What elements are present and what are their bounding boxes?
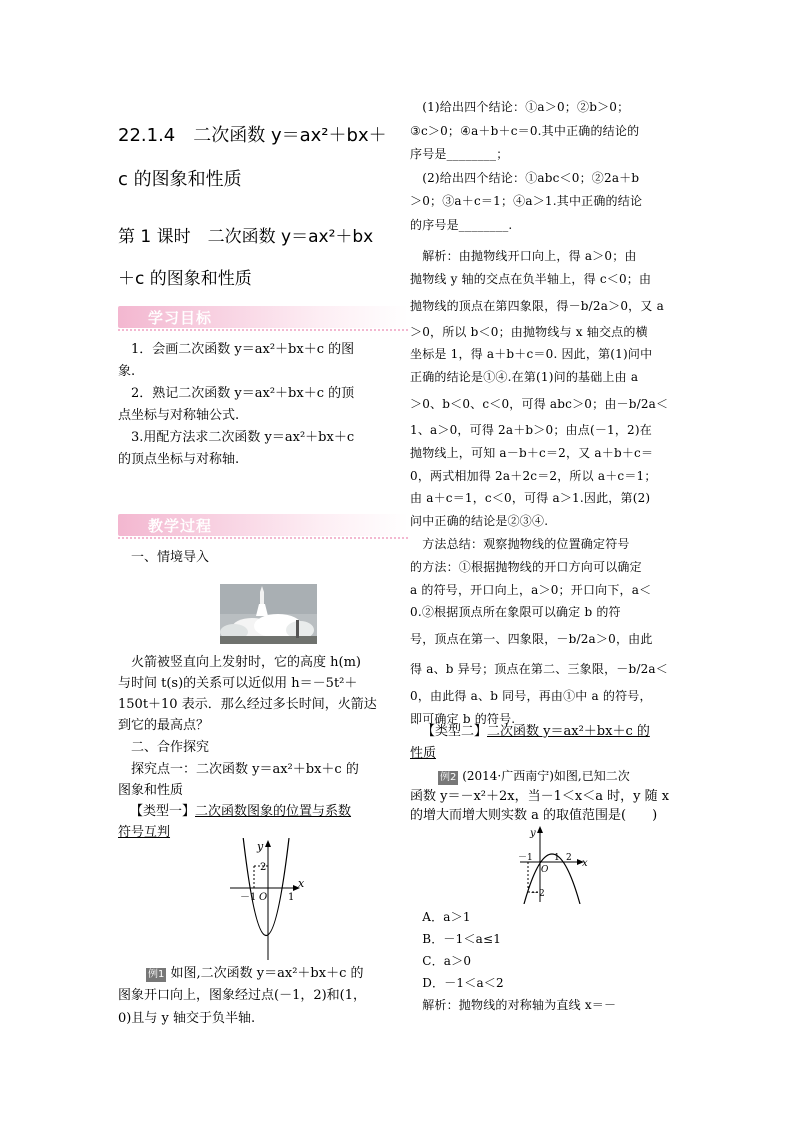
example1-line1	[118, 964, 363, 984]
origin-label: O	[541, 865, 549, 875]
y-label: y	[530, 828, 536, 839]
method-line: 即可确定 b 的符号.	[410, 712, 516, 727]
goal-line: 3.用配方法求二次函数 y＝ax²＋bx＋c	[118, 430, 355, 445]
lesson-title-line1: 第 1 课时 二次函数 y＝ax²＋bx	[118, 227, 374, 247]
question-line: (2)给出四个结论：①abc＜0；②2a＋b	[410, 170, 640, 185]
tick-two: 2	[260, 862, 267, 873]
type2-title: 二次函数 y＝ax²＋bx＋c 的	[487, 724, 650, 739]
solution-line: 问中正确的结论是②③④.	[410, 514, 549, 529]
method-line: a 的符号，开口向上，a＞0；开口向下，a＜	[410, 582, 652, 597]
type1-bracket: 【类型一】	[130, 804, 196, 819]
tick-neg1: －1	[240, 892, 257, 903]
question-line: 的序号是________.	[410, 217, 513, 232]
example2-line2: 函数 y＝－x²＋2x，当－1＜x＜a 时，y 随 x	[410, 789, 670, 804]
example1-line3: 0)且与 y 轴交于负半轴.	[118, 1011, 256, 1026]
option-c: C．a＞0	[410, 954, 472, 968]
example2-line1	[410, 766, 630, 787]
example1-line2: 图象开口向上，图象经过点(－1，2)和(1，	[118, 988, 367, 1003]
example1-badge: 例1	[148, 969, 165, 980]
tick-one: 1	[288, 892, 295, 903]
tick-neg2: －2	[530, 889, 545, 899]
type2-heading	[410, 722, 650, 742]
goal-line: 的顶点坐标与对称轴.	[118, 452, 240, 467]
rocket-problem	[118, 652, 377, 736]
lesson-title-line2: ＋c 的图象和性质	[118, 269, 252, 289]
solution-line: 解析：由抛物线开口向上，得 a＞0；由	[410, 249, 637, 263]
example1-text: 如图,二次函数 y＝ax²＋bx＋c 的	[166, 966, 364, 981]
section-title-line2: c 的图象和性质	[118, 169, 242, 190]
example2-parabola-graph	[516, 824, 598, 904]
type2-bracket: 【类型二】	[422, 724, 488, 739]
goal-line: 点坐标与对称轴公式.	[118, 408, 240, 423]
explore-point-line2: 图象和性质	[118, 783, 184, 798]
rocket-launch-photo	[220, 584, 317, 644]
goals-header-bar	[118, 306, 408, 328]
goals-list	[118, 340, 354, 470]
x-label: x	[582, 858, 588, 869]
method-line: 0，由此得 a、b 同号，再由①中 a 的符号，	[410, 689, 652, 704]
text-line: 到它的最高点？	[118, 718, 210, 733]
option-b: B．－1＜a≤1	[410, 932, 502, 946]
option-a: A．a＞1	[410, 910, 471, 924]
process-header-bar	[118, 514, 408, 536]
option-d: D．－1＜a＜2	[410, 976, 504, 990]
method-line: 0.②根据顶点所在象限可以确定 b 的符	[410, 605, 621, 620]
solution-line: 抛物线 y 轴的交点在负半轴上，得 c＜0；由	[410, 271, 652, 286]
tick-two: 2	[566, 853, 572, 863]
goal-line: 1．会画二次函数 y＝ax²＋bx＋c 的图	[118, 342, 355, 357]
process-header: 教学过程	[148, 517, 213, 535]
solution-line: 坐标是 1，得 a＋b＋c＝0. 因此，第(1)问中	[410, 347, 653, 362]
method-line: 号，顶点在第一、四象限，－b/2a＞0，由此	[410, 632, 653, 647]
explore-point-line1: 探究点一：二次函数 y＝ax²＋bx＋c 的	[118, 762, 359, 777]
goals-header: 学习目标	[148, 309, 213, 327]
question-line: ③c＞0；④a＋b＋c＝0.其中正确的结论的	[410, 123, 640, 138]
solution-line: 抛物线上，可知 a－b＋c＝2，又 a＋b＋c＝	[410, 445, 654, 460]
example2-badge: 例2	[440, 772, 457, 783]
method-line: 方法总结：观察抛物线的位置确定符号	[410, 536, 630, 551]
text-line: 火箭被竖直向上发射时，它的高度 h(m)	[118, 655, 361, 670]
solution-line: 抛物线的顶点在第四象限，得－b/2a＞0，又 a	[410, 298, 664, 313]
question-block	[410, 96, 642, 237]
type1-heading	[118, 802, 351, 822]
rocket-launch-image	[220, 584, 317, 644]
intro-heading: 一、情境导入	[118, 550, 210, 565]
explore-heading: 二、合作探究	[118, 740, 210, 755]
analysis-last-line: 解析：抛物线的对称轴为直线 x＝－	[410, 998, 617, 1012]
solution-line: 0，两式相加得 2a＋2c＝2，所以 a＋c＝1；	[410, 468, 657, 483]
origin-label: O	[259, 892, 268, 903]
text-line: 150t＋10 表示．那么经过多长时间，火箭达	[118, 697, 377, 712]
solution-line: 1、a＞0，可得 2a＋b＞0；由点(－1，2)在	[410, 422, 652, 437]
question-line: ＞0；③a＋c＝1；④a＞1.其中正确的结论	[410, 194, 643, 208]
example2-line3: 的增大而增大则实数 a 的取值范围是( )	[410, 808, 658, 823]
goal-line: 2．熟记二次函数 y＝ax²＋bx＋c 的顶	[118, 386, 355, 401]
question-line: (1)给出四个结论：①a＞0；②b＞0；	[410, 100, 630, 114]
goal-line: 象.	[118, 364, 136, 379]
type1-title: 二次函数图象的位置与系数	[195, 804, 352, 819]
options-list	[410, 906, 504, 994]
y-label: y	[257, 840, 264, 853]
parabola-curve	[243, 838, 289, 936]
example1-parabola-graph	[226, 838, 308, 962]
solution-line: ＞0，所以 b＜0；由抛物线与 x 轴交点的横	[410, 324, 648, 339]
solution-line: ＞0、b＜0、c＜0，可得 abc＞0；由－b/2a＜	[410, 396, 669, 411]
solution-block	[410, 245, 668, 731]
example2-text: (2014·广西南宁)如图,已知二次	[458, 769, 630, 783]
tick-one: 1	[554, 853, 560, 863]
tick-neg1: －1	[518, 853, 533, 863]
solution-line: 由 a＋c＝1，c＜0，可得 a＞1.因此，第(2)	[410, 491, 651, 506]
method-line: 的方法：①根据抛物线的开口方向可以确定	[410, 559, 642, 574]
y-axis-arrow	[265, 840, 271, 847]
question-line: 序号是________；	[410, 147, 509, 161]
type2-title-line2: 性质	[410, 746, 437, 761]
method-line: 得 a、b 异号；顶点在第二、三象限，－b/2a＜	[410, 662, 668, 677]
y-axis-arrow	[537, 826, 543, 833]
section-title-line1: 22.1.4 二次函数 y＝ax²＋bx＋	[118, 125, 387, 146]
solution-line: 正确的结论是①④.在第(1)问的基础上由 a	[410, 370, 639, 385]
type1-title-line2: 符号互判	[118, 825, 171, 840]
text-line: 与时间 t(s)的关系可以近似用 h＝－5t²＋	[118, 676, 358, 691]
x-label: x	[298, 877, 305, 890]
